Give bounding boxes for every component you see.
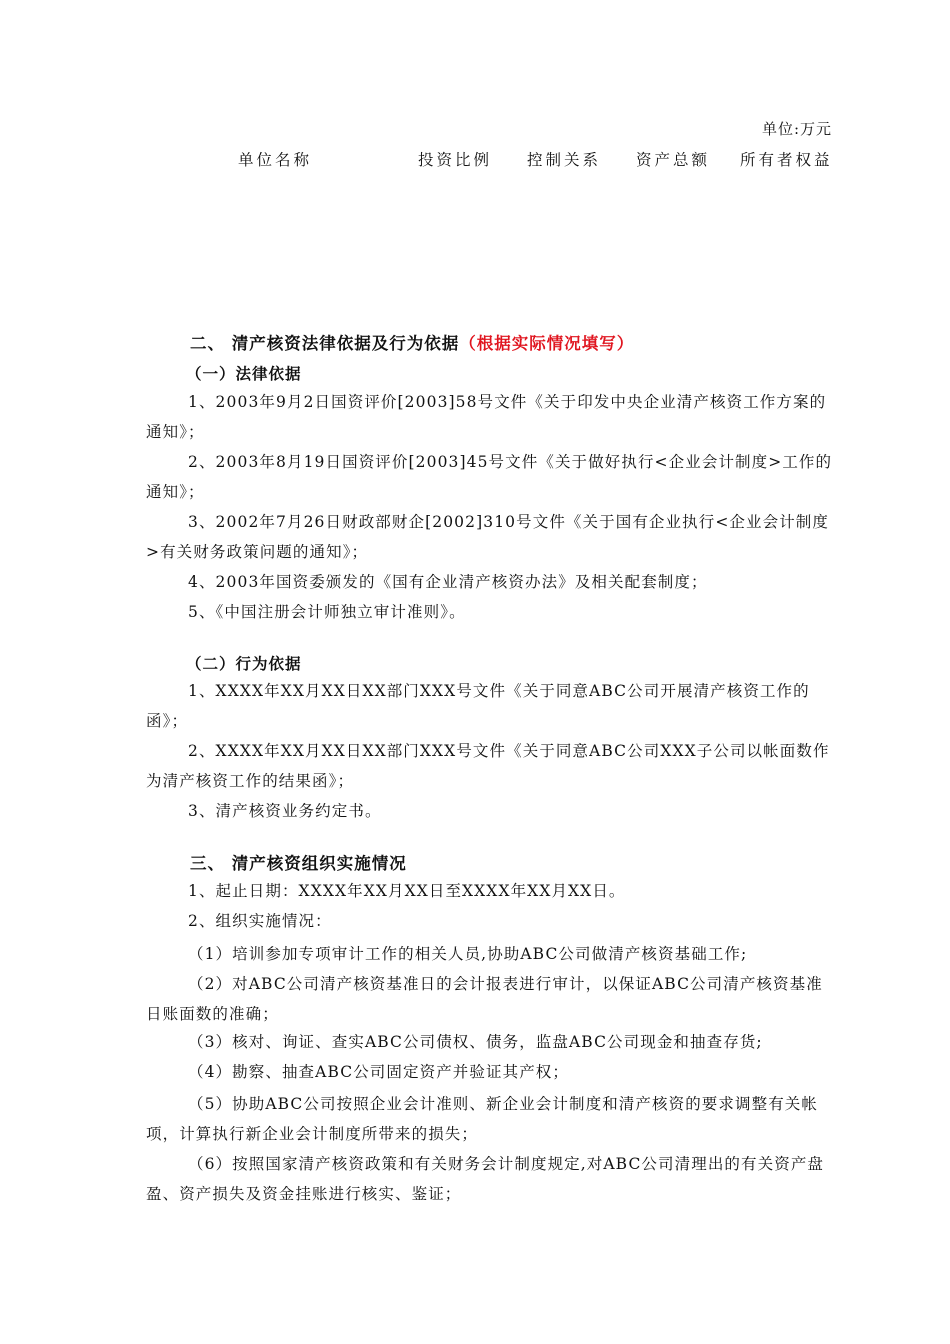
column-header-control-relationship: 控制关系: [527, 151, 602, 169]
conduct-basis-heading: （二）行为依据: [186, 655, 302, 673]
legal-basis-item-2: 2、2003年8月19日国资评价[2003]45号文件《关于做好执行<企业会计制度>工作的通知》；: [146, 453, 833, 501]
conduct-basis-item-2: 2、XXXX年XX月XX日XX部门XXX号文件《关于同意ABC公司XXX子公司以帐面数作为清产核资工作的结果函》；: [146, 742, 830, 790]
section-3-subitem-3: （3）核对、询证、查实ABC公司债权、债务，监盘ABC公司现金和抽查存货;: [188, 1033, 763, 1051]
legal-basis-heading: （一）法律依据: [186, 365, 302, 383]
conduct-basis-item-3: 3、清产核资业务约定书。: [188, 802, 382, 820]
section-3-subitem-5: （5）协助ABC公司按照企业会计准则、新企业会计制度和清产核资的要求调整有关帐项，计算执行新企业会计制度所带来的损失；: [146, 1095, 818, 1143]
conduct-basis-item-1: 1、XXXX年XX月XX日XX部门XXX号文件《关于同意ABC公司开展清产核资工作的函》；: [146, 682, 810, 730]
section-3-subitem-4: （4）勘察、抽查ABC公司固定资产并验证其产权；: [188, 1063, 569, 1081]
section-3-subitem-2: （2）对ABC公司清产核资基准日的会计报表进行审计，以保证ABC公司清产核资基准日账面数的准确；: [146, 975, 823, 1023]
unit-label: 单位:万元: [761, 120, 832, 138]
section-2-heading: [190, 330, 634, 354]
section-3-subitem-1: （1）培训参加专项审计工作的相关人员,协助ABC公司做清产核资基础工作;: [188, 945, 748, 963]
column-header-total-assets: 资产总额: [636, 151, 711, 169]
column-header-investment-ratio: 投资比例: [418, 151, 493, 169]
legal-basis-item-1: 1、2003年9月2日国资评价[2003]58号文件《关于印发中央企业清产核资工作方案的通知》；: [146, 393, 827, 441]
legal-basis-item-5: 5、《中国注册会计师独立审计准则》。: [188, 603, 466, 621]
section-2-title: 二、 清产核资法律依据及行为依据: [190, 334, 460, 353]
column-header-owner-equity: 所有者权益: [740, 151, 833, 169]
column-header-entity-name: 单位名称: [238, 151, 313, 169]
section-2-note: （根据实际情况填写）: [459, 334, 635, 353]
legal-basis-item-3: 3、2002年7月26日财政部财企[2002]310号文件《关于国有企业执行<企业会计制度>有关财务政策问题的通知》；: [146, 513, 830, 561]
section-3-item-1: 1、起止日期：XXXX年XX月XX日至XXXX年XX月XX日。: [188, 882, 626, 900]
section-3-subitem-6: （6）按照国家清产核资政策和有关财务会计制度规定,对ABC公司清理出的有关资产盘盈、资产损失及资金挂账进行核实、鉴证；: [146, 1155, 825, 1203]
section-3-item-2: 2、组织实施情况：: [188, 912, 332, 930]
legal-basis-item-4: 4、2003年国资委颁发的《国有企业清产核资办法》及相关配套制度；: [188, 573, 708, 591]
section-3-title: 三、 清产核资组织实施情况: [190, 854, 407, 873]
